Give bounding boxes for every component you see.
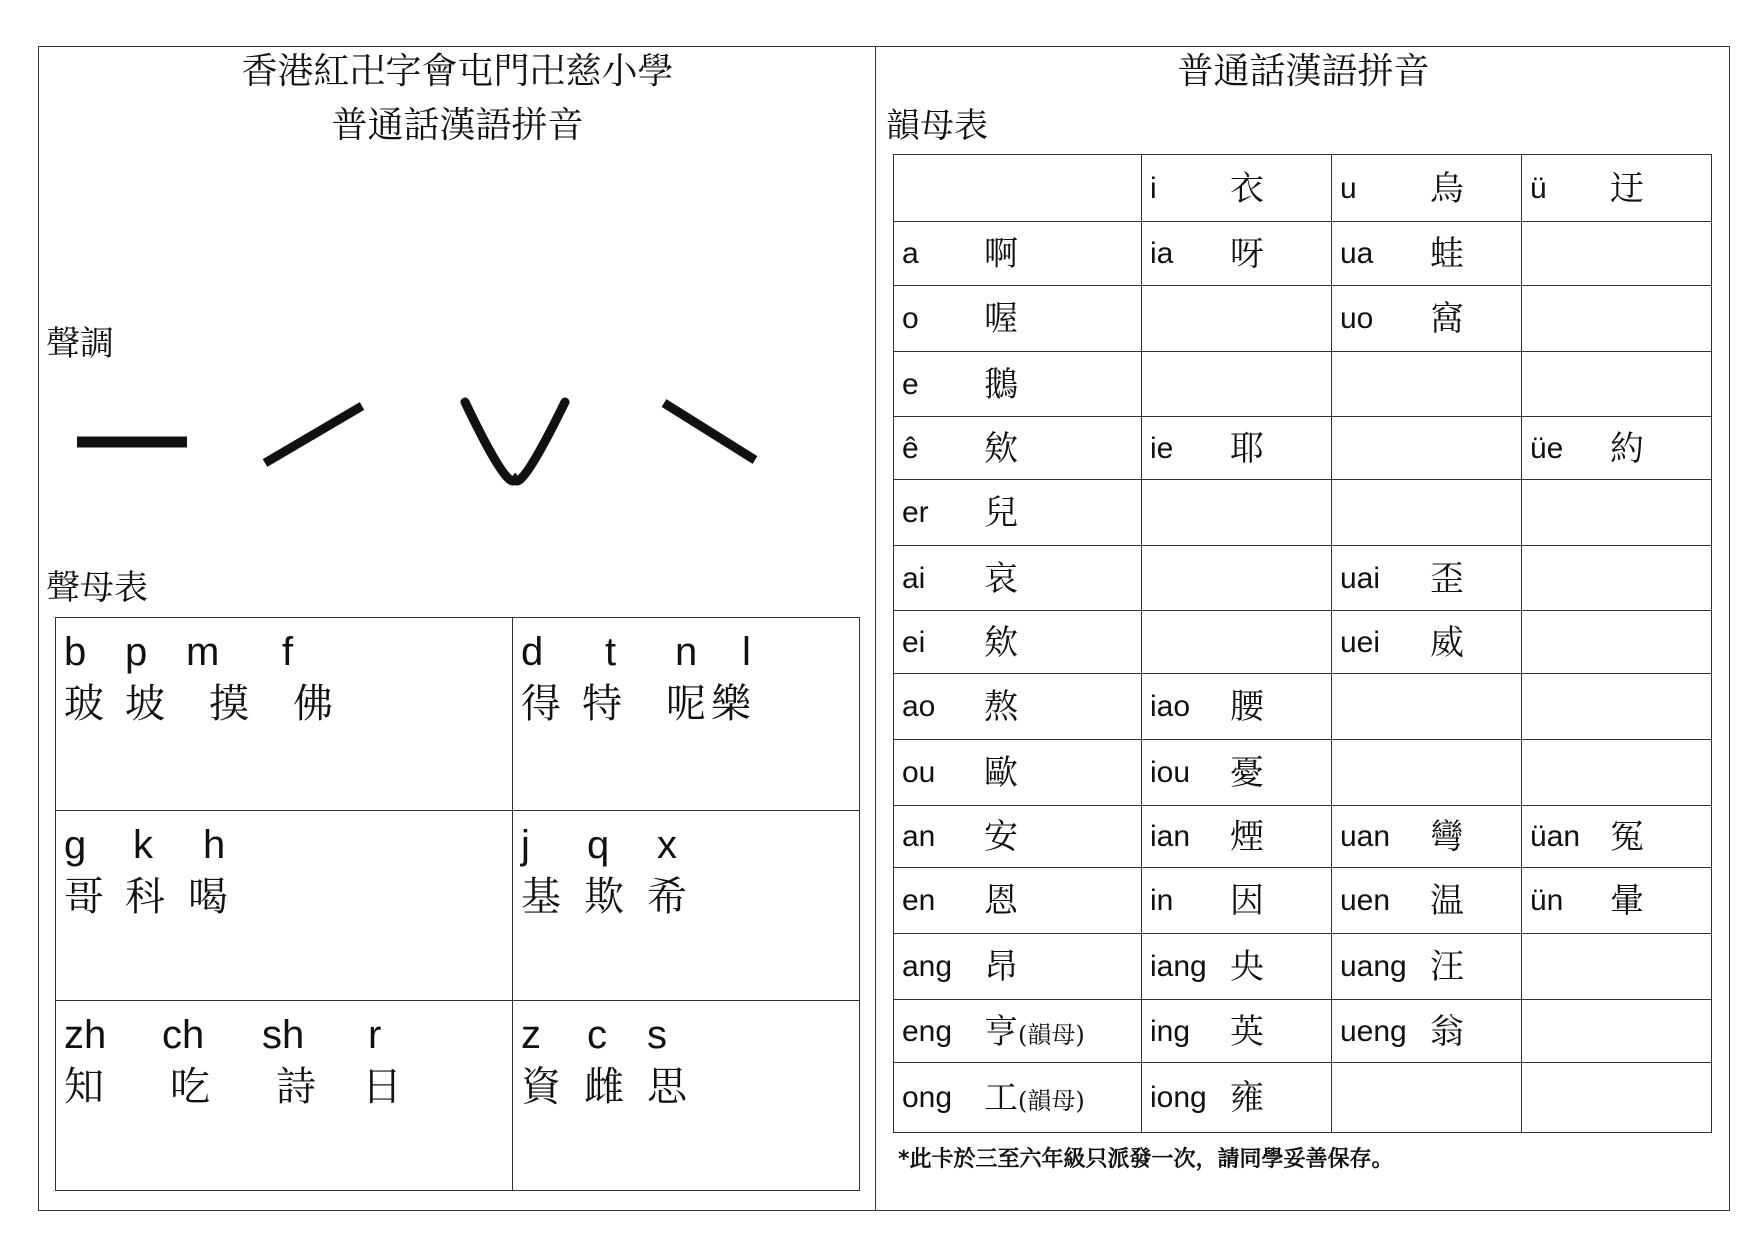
finals-cell (894, 868, 1142, 934)
finals-hanzi: 啊 (984, 234, 1018, 274)
finals-pinyin: ang (902, 950, 953, 983)
finals-cell (894, 611, 1142, 674)
initials-hanzi: 資 雌 思 (521, 1064, 687, 1110)
finals-note: (韻母) (1018, 1086, 1085, 1115)
initials-roman: d t n l (521, 630, 751, 674)
finals-label: 韻母表 (886, 106, 988, 146)
finals-cell (1142, 740, 1332, 806)
finals-cell (1522, 417, 1711, 480)
initials-roman: z c s (521, 1013, 667, 1057)
finals-hanzi: 歐 (984, 753, 1018, 793)
finals-cell (894, 352, 1142, 417)
finals-table (893, 154, 1712, 1133)
finals-cell (1522, 740, 1711, 806)
finals-hanzi: 欸 (984, 622, 1018, 663)
finals-cell (1332, 155, 1522, 222)
initials-roman: j q x (521, 823, 677, 867)
finals-cell (1522, 806, 1711, 868)
finals-hanzi: 蛙 (1430, 234, 1464, 274)
initials-cell (513, 811, 859, 1001)
finals-cell (1142, 417, 1332, 480)
finals-cell (1142, 480, 1332, 546)
finals-cell (894, 806, 1142, 868)
finals-hanzi: 鵝 (984, 364, 1018, 405)
finals-cell (894, 1063, 1142, 1132)
finals-pinyin: in (1150, 884, 1174, 917)
finals-cell (1332, 934, 1522, 1000)
finals-cell (1332, 222, 1522, 286)
initials-cell (513, 1001, 859, 1190)
finals-hanzi: 暈 (1610, 881, 1644, 921)
finals-cell (894, 286, 1142, 352)
finals-hanzi: 憂 (1230, 753, 1264, 793)
finals-pinyin: uei (1340, 625, 1381, 659)
finals-pinyin: ia (1150, 237, 1174, 270)
initials-roman: g k h (64, 823, 226, 867)
finals-pinyin: ê (902, 431, 919, 465)
finals-hanzi: 歪 (1430, 558, 1464, 599)
finals-pinyin: ong (902, 1080, 953, 1114)
initials-cell (56, 618, 513, 811)
fourth-tone-mark (664, 403, 755, 460)
finals-cell (894, 480, 1142, 546)
finals-pinyin: i (1150, 171, 1157, 205)
finals-cell (894, 674, 1142, 740)
finals-hanzi: 熬 (984, 687, 1018, 727)
finals-hanzi: 衣 (1230, 168, 1264, 209)
finals-cell (1142, 155, 1332, 222)
finals-pinyin: ai (902, 561, 926, 595)
finals-hanzi: 因 (1230, 881, 1264, 921)
finals-hanzi: 約 (1610, 428, 1644, 469)
finals-cell (1142, 674, 1332, 740)
finals-hanzi: 呀 (1230, 234, 1264, 274)
finals-hanzi: 安 (984, 817, 1018, 857)
finals-cell (1522, 1000, 1711, 1063)
finals-cell (1142, 806, 1332, 868)
finals-cell (1332, 868, 1522, 934)
initials-hanzi: 知 吃 詩 日 (64, 1064, 402, 1110)
initials-hanzi: 得 特 呢 樂 (521, 681, 751, 727)
finals-pinyin: u (1340, 171, 1357, 205)
finals-cell (894, 417, 1142, 480)
finals-hanzi: 腰 (1230, 687, 1264, 727)
finals-cell (1332, 674, 1522, 740)
finals-cell (894, 934, 1142, 1000)
finals-pinyin: iao (1150, 690, 1191, 723)
finals-cell (1522, 674, 1711, 740)
finals-hanzi: 哀 (984, 558, 1018, 599)
finals-pinyin: uai (1340, 561, 1381, 595)
finals-hanzi: 央 (1230, 947, 1264, 987)
finals-pinyin: iong (1150, 1080, 1207, 1114)
finals-cell (1142, 352, 1332, 417)
finals-pinyin: ei (902, 625, 926, 659)
finals-pinyin: eng (902, 1014, 953, 1048)
finals-cell (1142, 1063, 1332, 1132)
finals-pinyin: ü (1530, 171, 1547, 205)
finals-pinyin: uan (1340, 820, 1391, 853)
finals-hanzi: 威 (1430, 622, 1464, 663)
finals-hanzi: 窩 (1430, 299, 1464, 339)
initials-table (55, 617, 860, 1191)
third-tone-mark (465, 402, 565, 481)
finals-hanzi: 昂 (984, 947, 1018, 987)
finals-pinyin: ua (1340, 237, 1374, 270)
finals-cell (894, 155, 1142, 222)
finals-cell (1522, 1063, 1711, 1132)
second-tone-mark (265, 406, 362, 463)
finals-hanzi: 欸 (984, 428, 1018, 469)
finals-cell (894, 546, 1142, 611)
finals-hanzi: 迂 (1610, 168, 1644, 209)
initials-hanzi: 玻 坡 摸 佛 (64, 681, 333, 727)
school-name: 香港紅卍字會屯門卍慈小學 (241, 51, 674, 92)
finals-cell (1522, 352, 1711, 417)
finals-pinyin: a (902, 237, 919, 270)
right-title: 普通話漢語拼音 (1177, 51, 1430, 92)
finals-hanzi: 英 (1230, 1011, 1264, 1052)
finals-pinyin: üe (1530, 431, 1564, 465)
finals-cell (1522, 611, 1711, 674)
finals-cell (1522, 934, 1711, 1000)
finals-hanzi: 雍 (1230, 1077, 1264, 1118)
tone-marks (60, 380, 820, 500)
finals-cell (1332, 546, 1522, 611)
finals-cell (1522, 222, 1711, 286)
finals-pinyin: ing (1150, 1014, 1191, 1048)
footer-note: *此卡於三至六年級只派發一次，請同學妥善保存。 (898, 1147, 1394, 1172)
finals-pinyin: ou (902, 756, 936, 789)
finals-pinyin: an (902, 820, 936, 853)
finals-hanzi: 工(韻母) (984, 1077, 1085, 1118)
initials-roman: zh ch sh r (64, 1013, 382, 1057)
finals-cell (1142, 934, 1332, 1000)
finals-hanzi: 耶 (1230, 428, 1264, 469)
finals-pinyin: ün (1530, 884, 1564, 917)
left-subtitle: 普通話漢語拼音 (331, 105, 584, 146)
finals-hanzi: 喔 (984, 299, 1018, 339)
initials-cell (56, 1001, 513, 1190)
finals-note: (韻母) (1018, 1020, 1085, 1049)
finals-cell (894, 1000, 1142, 1063)
finals-pinyin: ao (902, 690, 936, 723)
finals-cell (1332, 1063, 1522, 1132)
finals-pinyin: ie (1150, 431, 1174, 465)
finals-cell (1522, 480, 1711, 546)
finals-hanzi: 彎 (1430, 817, 1464, 857)
initials-cell (513, 618, 859, 811)
finals-cell (1332, 286, 1522, 352)
finals-pinyin: ian (1150, 820, 1191, 853)
finals-cell (1522, 286, 1711, 352)
finals-cell (1142, 286, 1332, 352)
finals-hanzi: 烏 (1430, 168, 1464, 209)
finals-pinyin: iou (1150, 756, 1191, 789)
finals-pinyin: uang (1340, 950, 1407, 983)
finals-pinyin: o (902, 302, 919, 335)
finals-cell (1522, 155, 1711, 222)
tones-label: 聲調 (46, 324, 114, 364)
finals-hanzi: 翁 (1430, 1011, 1464, 1052)
finals-hanzi: 亨(韻母) (984, 1011, 1085, 1052)
finals-cell (1332, 352, 1522, 417)
finals-pinyin: ueng (1340, 1014, 1407, 1048)
finals-cell (1332, 806, 1522, 868)
finals-pinyin: e (902, 367, 919, 401)
initials-cell (56, 811, 513, 1001)
finals-cell (1522, 868, 1711, 934)
initials-hanzi: 哥 科 喝 (64, 874, 228, 920)
finals-pinyin: uen (1340, 884, 1391, 917)
finals-cell (1332, 740, 1522, 806)
finals-pinyin: en (902, 884, 936, 917)
finals-cell (1142, 611, 1332, 674)
finals-hanzi: 温 (1430, 881, 1464, 921)
finals-pinyin: iang (1150, 950, 1207, 983)
finals-cell (1142, 546, 1332, 611)
finals-cell (894, 222, 1142, 286)
finals-pinyin: uo (1340, 302, 1374, 335)
finals-pinyin: er (902, 496, 929, 529)
finals-cell (1142, 868, 1332, 934)
card-divider (875, 46, 876, 1211)
finals-hanzi: 汪 (1430, 947, 1464, 987)
finals-cell (1142, 1000, 1332, 1063)
initials-roman: b p m f (64, 630, 294, 674)
finals-cell (894, 740, 1142, 806)
finals-cell (1332, 480, 1522, 546)
finals-hanzi: 冤 (1610, 817, 1644, 857)
finals-cell (1332, 417, 1522, 480)
finals-cell (1332, 1000, 1522, 1063)
initials-hanzi: 基 欺 希 (521, 874, 687, 920)
finals-hanzi: 恩 (984, 881, 1018, 921)
finals-cell (1332, 611, 1522, 674)
finals-cell (1522, 546, 1711, 611)
initials-label: 聲母表 (46, 568, 148, 608)
finals-hanzi: 兒 (984, 493, 1018, 533)
finals-hanzi: 煙 (1230, 817, 1264, 857)
finals-cell (1142, 222, 1332, 286)
finals-pinyin: üan (1530, 820, 1581, 853)
